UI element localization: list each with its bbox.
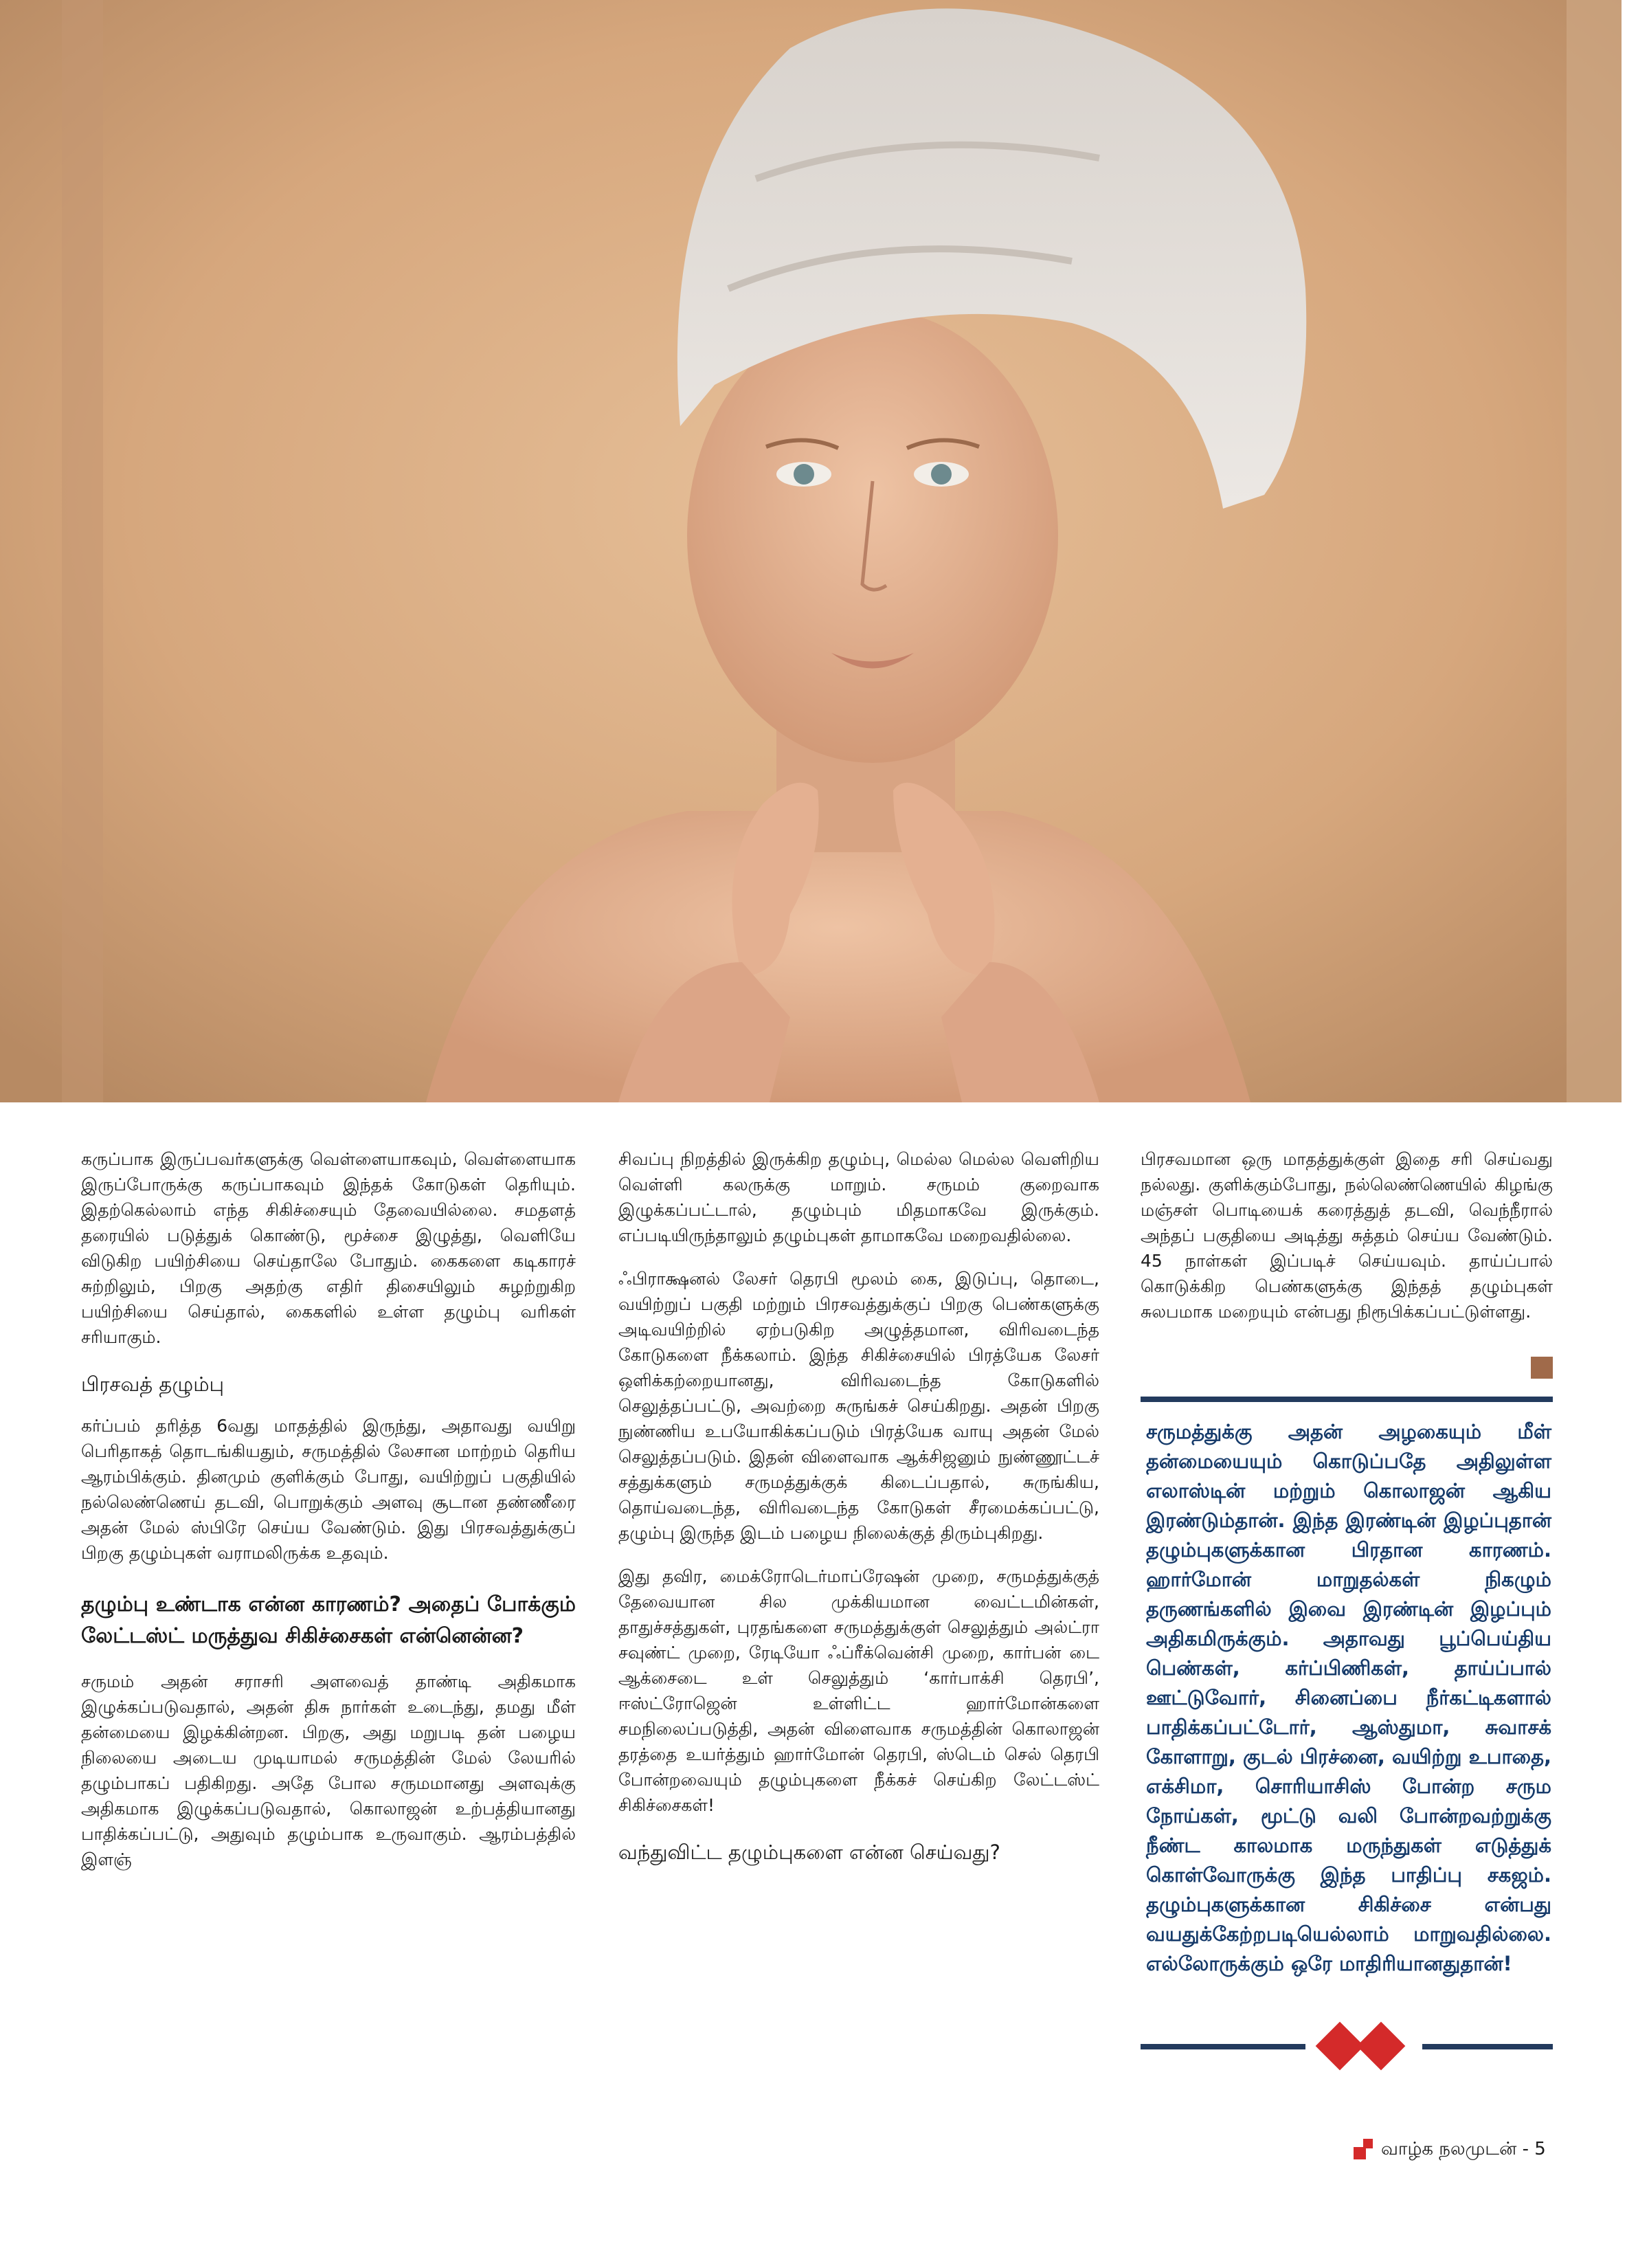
col1-heading-1: பிரசவத் தழும்பு xyxy=(81,1372,225,1396)
col2-paragraph-1: சிவப்பு நிறத்தில் இருக்கிற தழும்பு, மெல்ல மெல்ல வெளிறிய வெள்ளி கலருக்கு மாறும். சருமம் குறைவாக இழுக்கப்பட்டால், தழும்பும் மிதமாகவே இருக்கும். எப்படியிருந்தாலும் தழும்புகள் தாமாகவே மறைவதில்லை. xyxy=(618,1149,1099,1245)
col2-paragraph-2: ஃபிராக்ஷனல் லேசர் தெரபி மூலம் கை, இடுப்பு, தொடை, வயிற்றுப் பகுதி மற்றும் பிரசவத்துக்குப் பிறகு பெண்களுக்கு அடிவயிற்றில் ஏற்படுகிற அழுத்தமான, விரிவடைந்த கோடுகளை நீக்கலாம். இந்த சிகிச்சையில் பிரத்யேக லேசர் ஒளிக்கற்றையானது, விரிவடைந்த கோடுகளில் செலுத்தப்பட்டு, அவற்றை சுருங்கச் செய்கிறது. அதன் பிறகு நுண்ணிய உபயோகிக்கப்படும் பிரத்யேக வாயு அதன் மேல் செலுத்தப்படும். இதன் விளைவாக ஆக்சிஜனும் நுண்ணூட்டச் சத்துக்களும் சருமத்துக்குக் கிடைப்பதால், சுருங்கிய, தொய்வடைந்த, விரிவடைந்த கோடுகள் சீரமைக்கப்பட்டு, தழும்பு இருந்த இடம் பழைய நிலைக்குத் திரும்புகிறது. xyxy=(618,1269,1099,1543)
highlight-top-rule xyxy=(1141,1397,1553,1402)
col1-paragraph-2: கர்ப்பம் தரித்த 6வது மாதத்தில் இருந்து, அதாவது வயிறு பெரிதாகத் தொடங்கியதும், சருமத்தில் லேசான மாற்றம் தெரிய ஆரம்பிக்கும். தினமும் குளிக்கும் போது, வயிற்றுப் பகுதியில் நல்லெண்ணெய் தடவி, பொறுக்கும் அளவு சூடான தண்ணீரை அதன் மேல் ஸ்பிரே செய்ய வேண்டும். இது பிரசவத்துக்குப் பிறகு தழும்புகள் வராமலிருக்க உதவும். xyxy=(81,1416,576,1563)
page-footer: வாழ்க நலமுடன் - 5 xyxy=(1381,2139,1546,2159)
col2-paragraph-3: இது தவிர, மைக்ரோடெர்மாப்ரேஷன் முறை, சருமத்துக்குத் தேவையான சில முக்கியமான வைட்டமின்கள், தாதுச்சத்துகள், புரதங்களை சருமத்துக்குள் செலுத்தும் அல்ட்ரா சவுண்ட் முறை, ரேடியோ ஃப்ரீக்வென்சி முறை, கார்பன் டை ஆக்சைடை உள் செலுத்தும் ‘கார்பாக்சி தெரபி’, ஈஸ்ட்ரோஜென் உள்ளிட்ட ஹார்மோன்களை சமநிலைப்படுத்தி, அதன் விளைவாக சருமத்தின் கொலாஜன் தரத்தை உயர்த்தும் ஹார்மோன் தெரபி, ஸ்டெம் செல் தெரபி போன்றவையும் தழும்புகளை நீக்கச் செய்கிற லேட்டஸ்ட் சிகிச்சைகள்! xyxy=(618,1566,1099,1815)
col1-paragraph-1: கருப்பாக இருப்பவர்களுக்கு வெள்ளையாகவும், வெள்ளையாக இருப்போருக்கு கருப்பாகவும் இந்தக் கோடுகள் தெரியும். இதற்கெல்லாம் எந்த சிகிச்சையும் தேவையில்லை. சமதளத் தரையில் படுத்துக் கொண்டு, மூச்சை இழுத்து, வெளியே விடுகிற பயிற்சியை செய்தாலே போதும். கைகளை கடிகாரச் சுற்றிலும், பிறகு அதற்கு எதிர் திசையிலும் சுழற்றுகிற பயிற்சியை செய்தால், கைகளில் உள்ள தழும்பு வரிகள் சரியாகும். xyxy=(81,1149,576,1347)
highlight-bottom-rule-left xyxy=(1141,2044,1305,2049)
column-2 xyxy=(618,1146,1099,1881)
highlight-quote: சருமத்துக்கு அதன் அழகையும் மீள் தன்மையையும் கொடுப்பதே அதிலுள்ள எலாஸ்டின் மற்றும் கொலாஜன் ஆகிய இரண்டும்தான். இந்த இரண்டின் இழப்புதான் தழும்புகளுக்கான பிரதான காரணம். ஹார்மோன் மாறுதல்கள் நிகழும் தருணங்களில் இவை இரண்டின் இழப்பும் அதிகமிருக்கும். அதாவது பூப்பெய்திய பெண்கள், கர்ப்பிணிகள், தாய்ப்பால் ஊட்டுவோர், சினைப்பை நீர்கட்டிகளால் பாதிக்கப்பட்டோர், ஆஸ்துமா, சுவாசக் கோளாறு, குடல் பிரச்னை, வயிற்று உபாதை, எக்சிமா, சொரியாசிஸ் போன்ற சரும நோய்கள், மூட்டு வலி போன்றவற்றுக்கு நீண்ட காலமாக மருந்துகள் எடுத்துக் கொள்வோருக்கு இந்த பாதிப்பு சகஜம். தழும்புகளுக்கான சிகிச்சை என்பது வயதுக்கேற்றபடியெல்லாம் மாறுவதில்லை. எல்லோருக்கும் ஒரே மாதிரியானதுதான்! xyxy=(1146,1420,1551,1975)
col3-paragraph-1-text: பிரசவமான ஒரு மாதத்துக்குள் இதை சரி செய்வது நல்லது. குளிக்கும்போது, நல்லெண்ணெயில் கிழங்கு மஞ்சள் பொடியைக் கரைத்துத் தடவி, வெந்நீரால் அந்தப் பகுதியை அடித்து சுத்தம் செய்ய வேண்டும். 45 நாள்கள் இப்படிச் செய்யவும். தாய்ப்பால் கொடுக்கிற பெண்களுக்கு இந்தத் தழும்புகள் சுலபமாக மறையும் என்பது நிரூபிக்கப்பட்டுள்ளது. xyxy=(1141,1149,1553,1322)
brand-mark-icon xyxy=(1354,2139,1374,2159)
column-1 xyxy=(81,1146,576,1890)
end-mark-icon xyxy=(1531,1357,1553,1379)
col1-heading-2: தழும்பு உண்டாக என்ன காரணம்? அதைப் போக்கும் லேட்டஸ்ட் மருத்துவ சிகிச்சைகள் என்னென்ன? xyxy=(81,1592,576,1648)
hero-photo xyxy=(0,0,1622,1102)
col2-heading-1: வந்துவிட்ட தழும்புகளை என்ன செய்வது? xyxy=(618,1841,1000,1864)
diamond-ornament-icon xyxy=(1357,2022,1406,2071)
highlight-bottom-rule-right xyxy=(1422,2044,1553,2049)
col1-paragraph-3: சருமம் அதன் சராசரி அளவைத் தாண்டி அதிகமாக இழுக்கப்படுவதால், அதன் திசு நார்கள் உடைந்து, தமது மீள் தன்மையை இழக்கின்றன. பிறகு, அது மறுபடி தன் பழைய நிலையை அடைய முடியாமல் சருமத்தின் மேல் லேயரில் தழும்பாகப் பதிகிறது. அதே போல சருமமானது அளவுக்கு அதிகமாக இழுக்கப்படுவதால், கொலாஜன் உற்பத்தியானது பாதிக்கப்பட்டு, அதுவும் தழும்பாக உருவாகும். ஆரம்பத்தில் இளஞ் xyxy=(81,1671,576,1869)
column-3 xyxy=(1141,1146,1553,1342)
col3-paragraph-1 xyxy=(1141,1146,1553,1324)
woman-with-towel-photo-icon xyxy=(0,0,1622,1102)
